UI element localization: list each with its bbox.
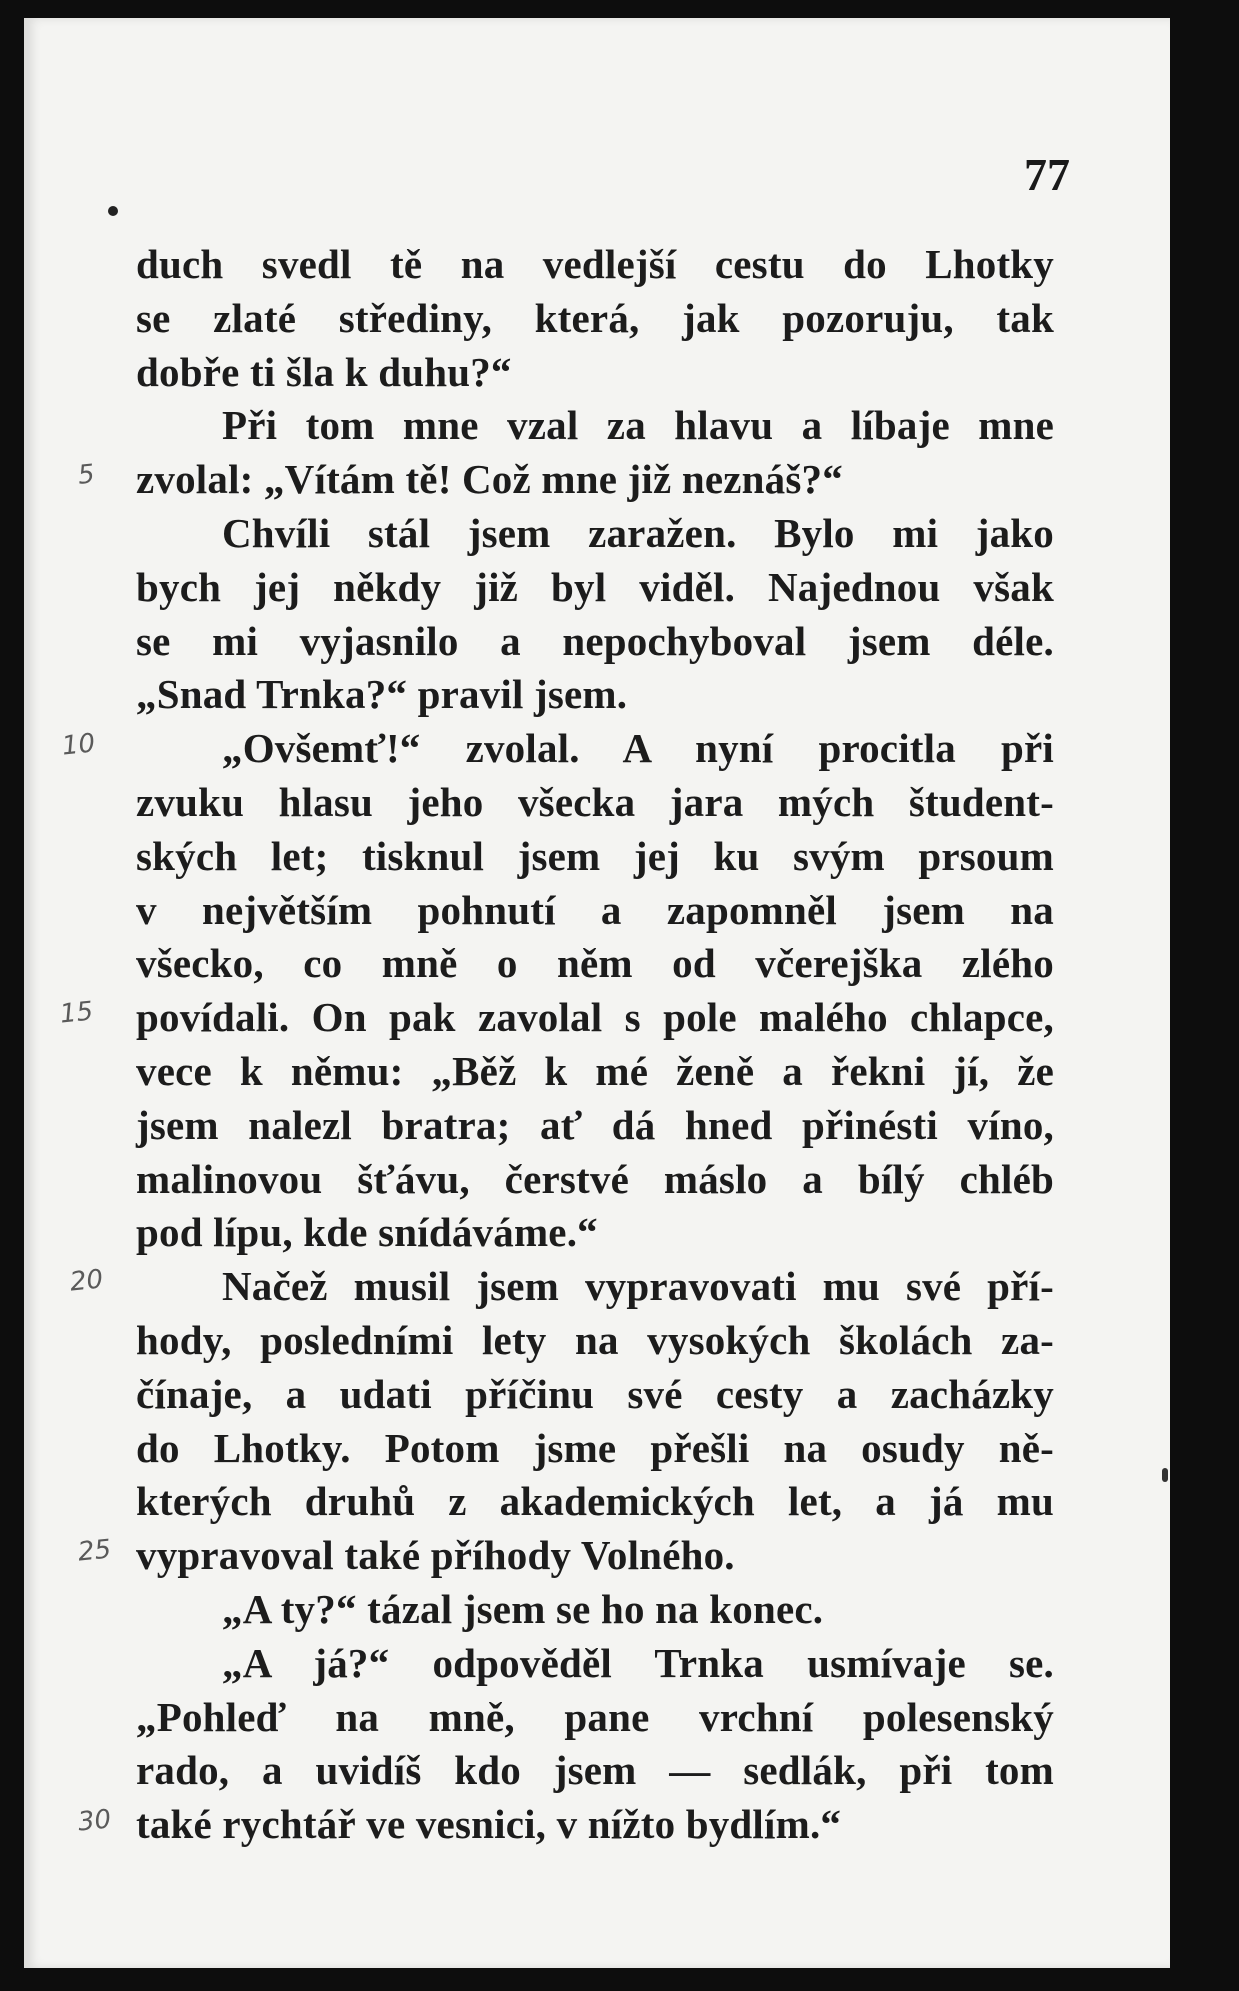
text-line: vypravoval také příhody Volného. (136, 1532, 735, 1579)
text-line: povídali. On pak zavolal s pole malého chlapce, (136, 994, 1054, 1041)
margin-ink-mark (1162, 1468, 1168, 1482)
text-line: Při tom mne vzal za hlavu a líbaje mne (222, 402, 1054, 449)
text-line: kterých druhů z akademických let, a já mu (136, 1478, 1054, 1525)
margin-line-number: 25 (76, 1534, 113, 1568)
margin-line-number: 10 (60, 728, 97, 762)
margin-line-number: 5 (76, 459, 97, 491)
text-line: rado, a uvidíš kdo jsem — sedlák, při tom (136, 1747, 1054, 1794)
page-number: 77 (1024, 149, 1070, 200)
margin-line-number: 30 (76, 1804, 113, 1838)
text-line: čínaje, a udati příčinu své cesty a zacházky (136, 1370, 1054, 1417)
text-line: „Snad Trnka?“ pravil jsem. (136, 671, 628, 718)
text-line: „A já?“ odpověděl Trnka usmívaje se. (222, 1639, 1054, 1686)
text-line: bych jej někdy již byl viděl. Najednou však (136, 563, 1054, 610)
text-line: malinovou šťávu, čerstvé máslo a bílý chléb (136, 1155, 1054, 1202)
margin-line-number: 15 (58, 996, 95, 1030)
text-line: do Lhotky. Potom jsme přešli na osudy ně- (136, 1424, 1054, 1471)
text-line: Chvíli stál jsem zaražen. Bylo mi jako (222, 509, 1054, 556)
text-line: hody, posledními lety na vysokých školách za- (136, 1316, 1054, 1363)
text-line: „Pohleď na mně, pane vrchní polesenský (136, 1693, 1054, 1740)
text-line: „Ovšemť!“ zvolal. A nyní procitla při (222, 725, 1054, 772)
text-line: dobře ti šla k duhu?“ (136, 348, 512, 395)
text-line: vece k němu: „Běž k mé ženě a řekni jí, že (136, 1047, 1054, 1094)
text-line: pod lípu, kde snídáváme.“ (136, 1209, 598, 1256)
text-line: ských let; tisknul jsem jej ku svým prsoum (136, 832, 1054, 879)
page-text (136, 238, 1054, 1852)
ink-dot (108, 206, 118, 216)
text-line: zvolal: „Vítám tě! Což mne již neznáš?“ (136, 456, 843, 503)
text-line: Načež musil jsem vypravovati mu své pří- (222, 1263, 1054, 1310)
text-line: se mi vyjasnilo a nepochyboval jsem déle. (136, 617, 1054, 664)
text-line: jsem nalezl bratra; ať dá hned přinésti víno, (136, 1101, 1054, 1148)
text-line: „A ty?“ tázal jsem se ho na konec. (222, 1585, 824, 1632)
text-line: se zlaté střediny, která, jak pozoruju, tak (136, 294, 1054, 341)
text-line: v největším pohnutí a zapomněl jsem na (136, 886, 1054, 933)
margin-line-number: 20 (68, 1264, 105, 1298)
text-line: všecko, co mně o něm od včerejška zlého (136, 940, 1054, 987)
text-line: zvuku hlasu jeho všecka jara mých študent- (136, 778, 1054, 825)
text-line: duch svedl tě na vedlejší cestu do Lhotky (136, 241, 1054, 287)
text-line: také rychtář ve vesnici, v nížto bydlím.“ (136, 1801, 842, 1848)
